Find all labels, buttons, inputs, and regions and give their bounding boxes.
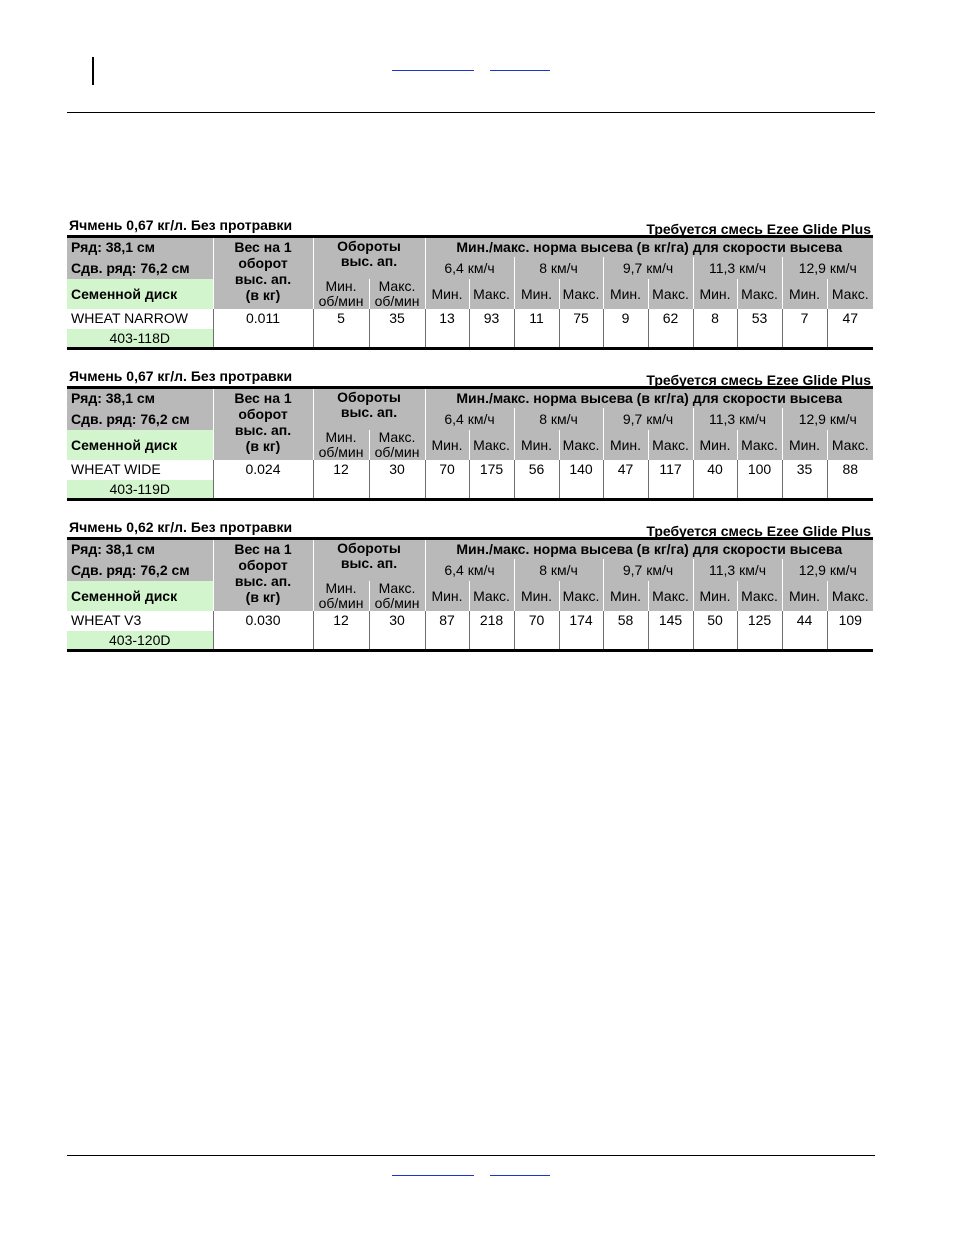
row-spacing-label: Ряд: 38,1 см bbox=[67, 388, 213, 408]
revs-max-header: Макс. об/мин bbox=[369, 430, 425, 460]
max-label: Макс. bbox=[559, 430, 603, 460]
speed-2: 8 км/ч bbox=[514, 559, 603, 581]
rate-value: 7 bbox=[782, 309, 827, 349]
part-number: 403-119D bbox=[67, 480, 213, 500]
rate-value: 70 bbox=[514, 611, 559, 651]
seed-disc-label: Семенной диск bbox=[67, 279, 213, 309]
offset-row-label: Сдв. ряд: 76,2 см bbox=[67, 257, 213, 279]
min-label: Мин. bbox=[693, 581, 737, 611]
speed-1: 6,4 км/ч bbox=[425, 257, 514, 279]
max-label: Макс. bbox=[559, 581, 603, 611]
min-label: Мин. bbox=[782, 279, 827, 309]
rate-value: 56 bbox=[514, 460, 559, 500]
block-note: Требуется смесь Ezee Glide Plus bbox=[646, 372, 871, 388]
speed-5: 12,9 км/ч bbox=[782, 257, 873, 279]
rate-value: 47 bbox=[603, 460, 648, 500]
rate-value: 62 bbox=[648, 309, 693, 349]
disc-name: WHEAT V3 bbox=[71, 611, 142, 628]
weight-value: 0.024 bbox=[213, 460, 313, 500]
block-note: Требуется смесь Ezee Glide Plus bbox=[646, 221, 871, 237]
rate-header: Мин./макс. норма высева (в кг/га) для скорости высева bbox=[425, 388, 873, 408]
rate-header: Мин./макс. норма высева (в кг/га) для скорости высева bbox=[425, 237, 873, 257]
rpm-max-value: 30 bbox=[369, 611, 425, 651]
max-label: Макс. bbox=[737, 430, 782, 460]
header-link-1[interactable] bbox=[392, 58, 474, 71]
rpm-max-value: 35 bbox=[369, 309, 425, 349]
speed-2: 8 км/ч bbox=[514, 257, 603, 279]
rpm-min-value: 5 bbox=[313, 309, 369, 349]
row-spacing-label: Ряд: 38,1 см bbox=[67, 237, 213, 257]
rate-value: 35 bbox=[782, 460, 827, 500]
min-label: Мин. bbox=[603, 430, 648, 460]
row-spacing-label: Ряд: 38,1 см bbox=[67, 539, 213, 559]
speed-3: 9,7 км/ч bbox=[603, 257, 693, 279]
rate-value: 218 bbox=[469, 611, 514, 651]
part-number: 403-118D bbox=[67, 329, 213, 349]
seed-rate-table bbox=[67, 386, 873, 501]
weight-value: 0.030 bbox=[213, 611, 313, 651]
max-label: Макс. bbox=[827, 279, 873, 309]
revs-max-header: Макс. об/мин bbox=[369, 581, 425, 611]
header-rule bbox=[67, 112, 875, 113]
rate-value: 93 bbox=[469, 309, 514, 349]
max-label: Макс. bbox=[648, 581, 693, 611]
min-label: Мин. bbox=[693, 430, 737, 460]
rate-value: 145 bbox=[648, 611, 693, 651]
rate-header: Мин./макс. норма высева (в кг/га) для скорости высева bbox=[425, 539, 873, 559]
rate-value: 53 bbox=[737, 309, 782, 349]
min-label: Мин. bbox=[603, 279, 648, 309]
rate-value: 50 bbox=[693, 611, 737, 651]
min-label: Мин. bbox=[782, 581, 827, 611]
offset-row-label: Сдв. ряд: 76,2 см bbox=[67, 408, 213, 430]
rate-value: 88 bbox=[827, 460, 873, 500]
rate-value: 8 bbox=[693, 309, 737, 349]
min-label: Мин. bbox=[425, 430, 469, 460]
max-label: Макс. bbox=[827, 430, 873, 460]
revs-header: Обороты выс. ап. bbox=[313, 388, 425, 430]
weight-header: Вес на 1 оборот выс. ап. (в кг) bbox=[213, 388, 313, 460]
min-label: Мин. bbox=[514, 279, 559, 309]
rate-value: 75 bbox=[559, 309, 603, 349]
seed-rate-table bbox=[67, 537, 873, 652]
rate-value: 117 bbox=[648, 460, 693, 500]
footer-link-2[interactable] bbox=[490, 1163, 550, 1176]
speed-2: 8 км/ч bbox=[514, 408, 603, 430]
rate-value: 9 bbox=[603, 309, 648, 349]
weight-header: Вес на 1 оборот выс. ап. (в кг) bbox=[213, 237, 313, 309]
block-note: Требуется смесь Ezee Glide Plus bbox=[646, 523, 871, 539]
max-label: Макс. bbox=[648, 430, 693, 460]
min-label: Мин. bbox=[514, 430, 559, 460]
min-label: Мин. bbox=[425, 581, 469, 611]
disc-name: WHEAT NARROW bbox=[71, 309, 188, 326]
part-number: 403-120D bbox=[67, 631, 213, 651]
revs-min-header: Мин. об/мин bbox=[313, 581, 369, 611]
speed-4: 11,3 км/ч bbox=[693, 257, 782, 279]
speed-1: 6,4 км/ч bbox=[425, 559, 514, 581]
max-label: Макс. bbox=[737, 581, 782, 611]
rate-value: 44 bbox=[782, 611, 827, 651]
footer-link-1[interactable] bbox=[392, 1163, 474, 1176]
max-label: Макс. bbox=[737, 279, 782, 309]
rate-value: 13 bbox=[425, 309, 469, 349]
rate-value: 109 bbox=[827, 611, 873, 651]
revs-max-header: Макс. об/мин bbox=[369, 279, 425, 309]
max-label: Макс. bbox=[827, 581, 873, 611]
max-label: Макс. bbox=[559, 279, 603, 309]
min-label: Мин. bbox=[425, 279, 469, 309]
rate-value: 140 bbox=[559, 460, 603, 500]
speed-5: 12,9 км/ч bbox=[782, 408, 873, 430]
disc-name: WHEAT WIDE bbox=[71, 460, 161, 477]
speed-4: 11,3 км/ч bbox=[693, 408, 782, 430]
revs-header: Обороты выс. ап. bbox=[313, 237, 425, 279]
block-title: Ячмень 0,67 кг/л. Без протравки bbox=[69, 368, 293, 384]
rate-value: 40 bbox=[693, 460, 737, 500]
rate-value: 174 bbox=[559, 611, 603, 651]
rate-value: 70 bbox=[425, 460, 469, 500]
revs-min-header: Мин. об/мин bbox=[313, 430, 369, 460]
rpm-max-value: 30 bbox=[369, 460, 425, 500]
max-label: Макс. bbox=[469, 279, 514, 309]
rate-value: 175 bbox=[469, 460, 514, 500]
speed-3: 9,7 км/ч bbox=[603, 559, 693, 581]
offset-row-label: Сдв. ряд: 76,2 см bbox=[67, 559, 213, 581]
min-label: Мин. bbox=[514, 581, 559, 611]
rpm-min-value: 12 bbox=[313, 611, 369, 651]
max-label: Макс. bbox=[469, 430, 514, 460]
max-label: Макс. bbox=[648, 279, 693, 309]
revs-min-header: Мин. об/мин bbox=[313, 279, 369, 309]
rate-value: 125 bbox=[737, 611, 782, 651]
footer-rule bbox=[67, 1155, 875, 1156]
rpm-min-value: 12 bbox=[313, 460, 369, 500]
max-label: Макс. bbox=[469, 581, 514, 611]
rate-value: 47 bbox=[827, 309, 873, 349]
rate-value: 87 bbox=[425, 611, 469, 651]
speed-1: 6,4 км/ч bbox=[425, 408, 514, 430]
rate-value: 100 bbox=[737, 460, 782, 500]
rate-value: 11 bbox=[514, 309, 559, 349]
weight-header: Вес на 1 оборот выс. ап. (в кг) bbox=[213, 539, 313, 611]
speed-5: 12,9 км/ч bbox=[782, 559, 873, 581]
header-margin-bar bbox=[92, 57, 94, 85]
weight-value: 0.011 bbox=[213, 309, 313, 349]
revs-header: Обороты выс. ап. bbox=[313, 539, 425, 581]
seed-disc-label: Семенной диск bbox=[67, 430, 213, 460]
speed-3: 9,7 км/ч bbox=[603, 408, 693, 430]
min-label: Мин. bbox=[693, 279, 737, 309]
speed-4: 11,3 км/ч bbox=[693, 559, 782, 581]
header-link-2[interactable] bbox=[490, 58, 550, 71]
block-title: Ячмень 0,67 кг/л. Без протравки bbox=[69, 217, 293, 233]
rate-value: 58 bbox=[603, 611, 648, 651]
seed-rate-table bbox=[67, 235, 873, 350]
block-title: Ячмень 0,62 кг/л. Без протравки bbox=[69, 519, 293, 535]
min-label: Мин. bbox=[603, 581, 648, 611]
min-label: Мин. bbox=[782, 430, 827, 460]
seed-disc-label: Семенной диск bbox=[67, 581, 213, 611]
